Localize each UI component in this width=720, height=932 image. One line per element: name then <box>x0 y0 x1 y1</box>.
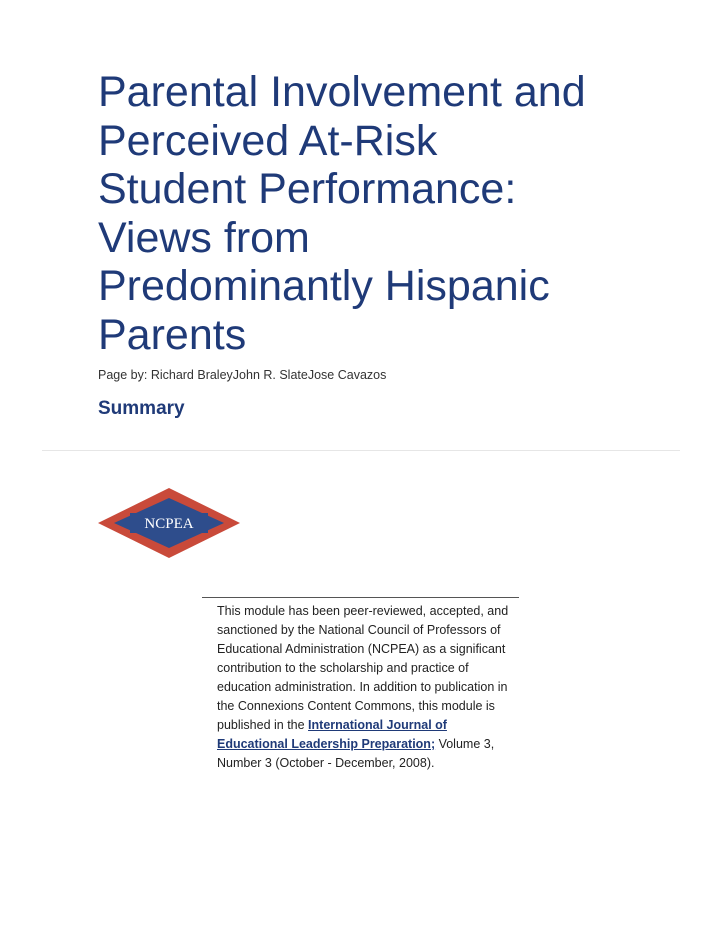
logo-center-text: NCPEA <box>144 516 194 532</box>
journal-link[interactable]: International Journal of Educational Leadership Preparation; <box>217 718 447 751</box>
page-title: Parental Involvement and Perceived At-Risk Student Performance: Views from Predominantly Hispanic Parents <box>98 68 586 359</box>
summary-heading: Summary <box>98 398 185 419</box>
byline: Page by: Richard BraleyJohn R. SlateJose Cavazos <box>98 368 387 382</box>
peer-review-note <box>217 602 517 773</box>
note-rule <box>202 597 519 598</box>
section-divider <box>42 450 680 451</box>
note-text-before: This module has been peer-reviewed, accepted, and sanctioned by the National Council of Professors of Educational Administration (NCPEA) as a significant contribution to the scholarship and practice of education administration. In addition to publication in the Connexions Content Commons, this module is published in the <box>217 604 509 732</box>
ncpea-logo <box>96 486 242 560</box>
note-text-after: Volume 3, Number 3 (October - December, 2008). <box>217 737 495 770</box>
